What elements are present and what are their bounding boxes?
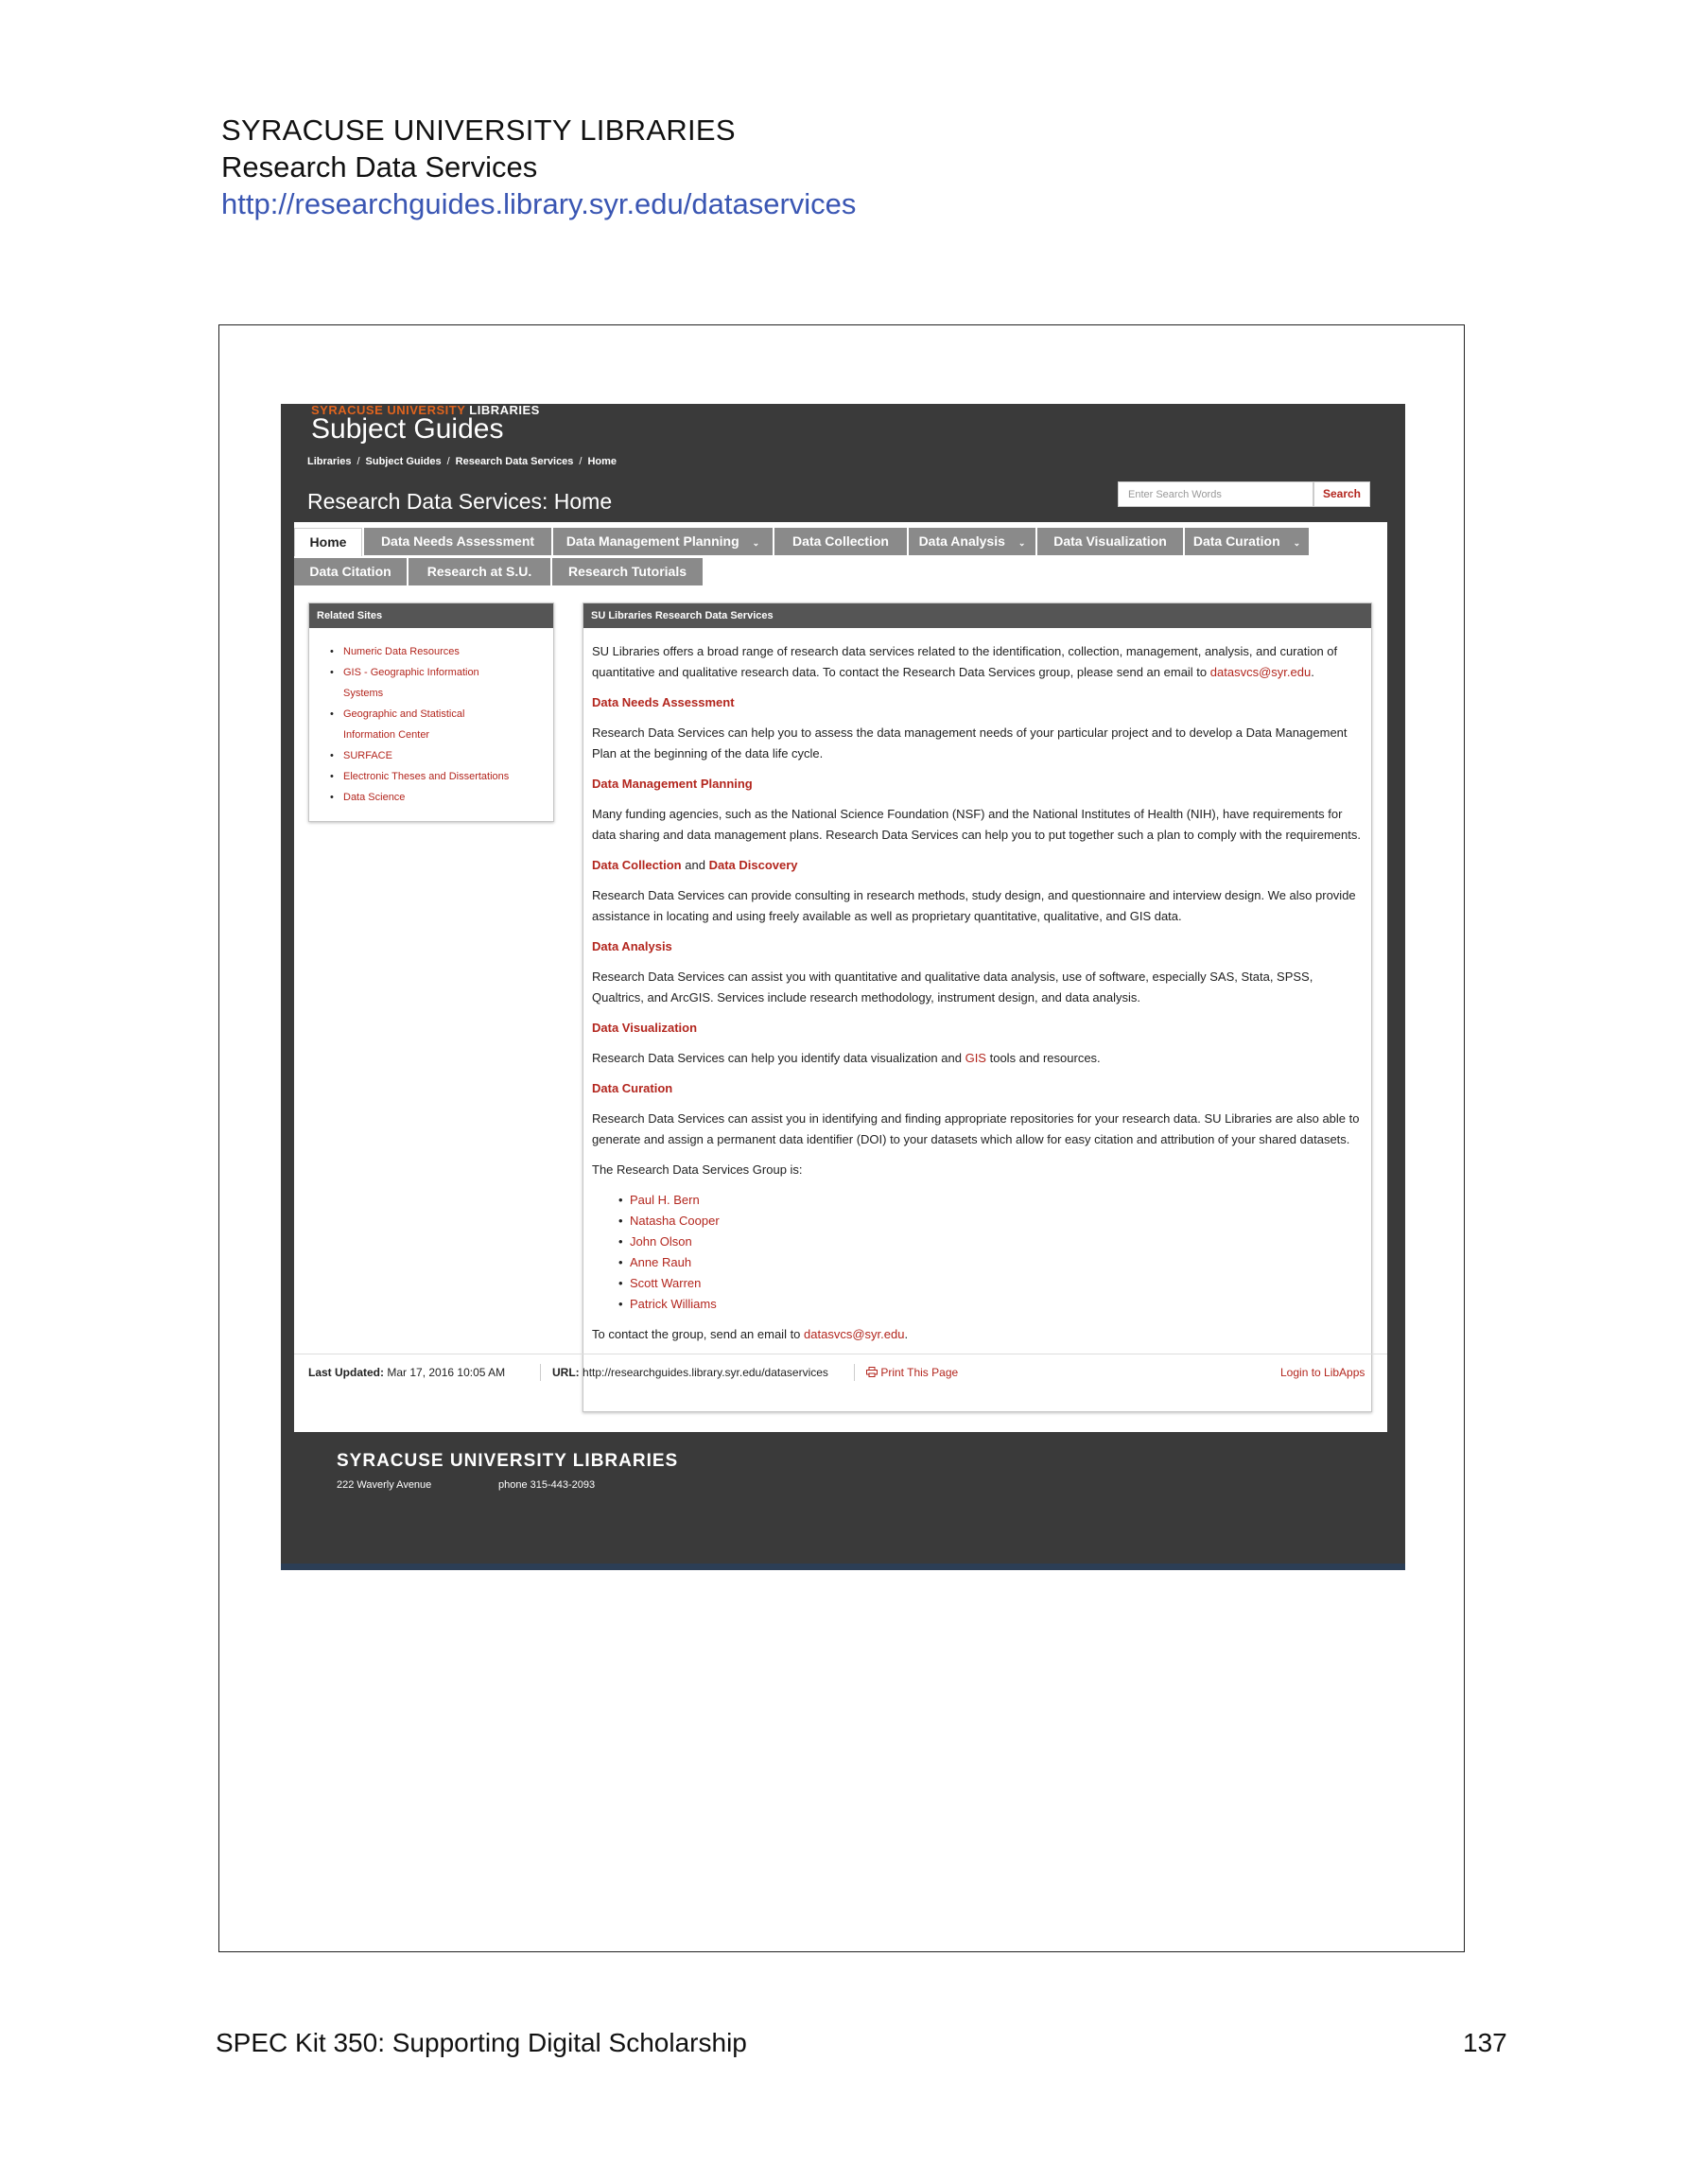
related-link-geographic-statistical[interactable]: [343, 704, 553, 745]
related-link-geo-line1: • Geographic and Statistical: [343, 708, 465, 720]
related-link-gis[interactable]: [343, 662, 553, 704]
section-text-curation: Research Data Services can assist you in identifying and finding appropriate repositories for your research data. SU Libraries are also able to generate and assign a permanent data identifier (DOI) to your datasets which allow for easy citation and attribution of your shared datasets.: [592, 1111, 1360, 1146]
contact-paragraph: [592, 1324, 1363, 1345]
tab-label: Data Management Planning: [565, 533, 739, 549]
chevron-down-icon: ⌄: [752, 538, 760, 548]
tab-home[interactable]: Home: [294, 528, 362, 556]
main-content-body: [583, 628, 1371, 1345]
chevron-down-icon: ⌄: [1293, 538, 1301, 548]
related-link-geo-line2: Information Center: [343, 729, 430, 741]
site-footer: [281, 1432, 1405, 1570]
collection-link[interactable]: Data Collection: [592, 858, 682, 872]
document-title: SYRACUSE UNIVERSITY LIBRARIES: [221, 114, 736, 147]
breadcrumb: [307, 456, 617, 467]
section-title-needs[interactable]: Data Needs Assessment: [592, 695, 735, 709]
last-updated: [308, 1366, 505, 1379]
related-link-gis-line1: • GIS - Geographic Information: [343, 667, 479, 678]
section-text-collection: Research Data Services can provide consulting in research methods, study design, and questionnaire and interview design. We also provide assistance in locating and using freely available as well as proprietary quantitative, qualitative, and GIS data.: [592, 888, 1356, 923]
intro-period: .: [1311, 665, 1314, 679]
last-updated-value: Mar 17, 2016 10:05 AM: [387, 1366, 506, 1379]
page-title: Research Data Services: Home: [307, 489, 613, 514]
section-text-needs: Research Data Services can help you to assess the data management needs of your particular project and to develop a Data Management Plan at the beginning of the data life cycle.: [592, 725, 1348, 760]
tab-label: Data Curation: [1192, 533, 1280, 549]
print-page-link[interactable]: [866, 1366, 958, 1379]
tab-label: Data Analysis: [918, 533, 1005, 549]
and-word: and: [685, 858, 705, 872]
related-sites-heading: Related Sites: [309, 603, 553, 628]
person-link[interactable]: • Patrick Williams: [630, 1294, 1363, 1315]
brand-logo-orange: SYRACUSE UNIVERSITY: [311, 404, 466, 417]
page-url-label: URL:: [552, 1366, 580, 1379]
breadcrumb-home: Home: [587, 456, 617, 467]
document-header: [221, 112, 856, 223]
related-sites-list: [309, 628, 553, 808]
person-link[interactable]: • Paul H. Bern: [630, 1190, 1363, 1211]
contact-text: To contact the group, send an email to: [592, 1327, 801, 1341]
divider: [540, 1364, 541, 1381]
related-link-theses[interactable]: • Electronic Theses and Dissertations: [343, 766, 553, 787]
page-url: [552, 1366, 828, 1379]
page-footer-title: SPEC Kit 350: Supporting Digital Scholarship: [216, 2028, 747, 2057]
viz-text-b: tools and resources.: [989, 1051, 1101, 1065]
main-content-heading: SU Libraries Research Data Services: [583, 603, 1371, 628]
section-title-collection-discovery: [592, 855, 1363, 876]
contact-email-link[interactable]: datasvcs@syr.edu: [804, 1327, 905, 1341]
divider: [854, 1364, 855, 1381]
breadcrumb-separator: /: [446, 456, 450, 467]
discovery-link[interactable]: Data Discovery: [708, 858, 798, 872]
breadcrumb-separator: /: [579, 456, 583, 467]
footer-strip: [281, 1564, 1405, 1570]
person-link[interactable]: • Anne Rauh: [630, 1252, 1363, 1273]
website-screenshot: [281, 404, 1405, 1570]
viz-text-a: Research Data Services can help you identify data visualization and: [592, 1051, 962, 1065]
section-text-analysis: Research Data Services can assist you with quantitative and qualitative data analysis, use of software, especially SAS, Stata, SPSS, Qualtrics, and ArcGIS. Services include research methodology, instrument design, and data analysis.: [592, 970, 1313, 1005]
tab-research-at-su[interactable]: Research at S.U.: [409, 558, 550, 585]
section-text-visualization: [592, 1048, 1363, 1069]
related-link-gis-line2: Systems: [343, 688, 384, 699]
content-area: [294, 522, 1387, 1435]
page-url-value: http://researchguides.library.syr.edu/dataservices: [583, 1366, 828, 1379]
person-link[interactable]: • Natasha Cooper: [630, 1211, 1363, 1232]
tab-research-tutorials[interactable]: Research Tutorials: [552, 558, 703, 585]
related-link-numeric-data[interactable]: • Numeric Data Resources: [343, 641, 553, 662]
login-libapps-link[interactable]: Login to LibApps: [1280, 1366, 1365, 1379]
search-button[interactable]: Search: [1313, 481, 1370, 507]
intro-text: SU Libraries offers a broad range of research data services related to the identification, collection, management, analysis, and curation of quantitative and qualitative research data. To contact the Research Data Services group, please send an email to: [592, 644, 1338, 679]
chevron-down-icon: ⌄: [1017, 538, 1026, 548]
printer-icon: [866, 1367, 878, 1377]
related-sites-box: [308, 603, 554, 822]
breadcrumb-separator: /: [357, 456, 360, 467]
person-link[interactable]: • John Olson: [630, 1232, 1363, 1252]
tab-data-management-planning[interactable]: [553, 528, 773, 555]
print-page-label: Print This Page: [880, 1366, 959, 1379]
section-title-planning[interactable]: Data Management Planning: [592, 777, 753, 791]
tab-data-citation[interactable]: Data Citation: [294, 558, 407, 585]
tab-data-analysis[interactable]: [909, 528, 1035, 555]
last-updated-label: Last Updated:: [308, 1366, 385, 1379]
search-input[interactable]: Enter Search Words: [1118, 481, 1313, 507]
document-url-link[interactable]: http://researchguides.library.syr.edu/dataservices: [221, 187, 857, 220]
related-link-data-science[interactable]: • Data Science: [343, 787, 553, 808]
people-list: [592, 1190, 1363, 1315]
main-content-box: [583, 603, 1372, 1412]
section-text-planning: Many funding agencies, such as the National Science Foundation (NSF) and the National Institutes of Health (NIH), have requirements for data sharing and data management plans. Research Data Services can help you to put together such a plan to comply with the requirements.: [592, 807, 1361, 842]
page-number: 137: [1463, 2028, 1507, 2057]
section-title-visualization[interactable]: Data Visualization: [592, 1021, 698, 1035]
site-footer-phone: phone 315-443-2093: [498, 1479, 596, 1491]
person-link[interactable]: • Scott Warren: [630, 1273, 1363, 1294]
site-footer-address: 222 Waverly Avenue: [337, 1479, 432, 1491]
brand-logo-white: LIBRARIES: [469, 404, 540, 417]
related-link-surface[interactable]: • SURFACE: [343, 745, 553, 766]
section-title-analysis[interactable]: Data Analysis: [592, 939, 672, 953]
breadcrumb-subject-guides[interactable]: Subject Guides: [365, 456, 442, 467]
breadcrumb-research-data-services[interactable]: Research Data Services: [455, 456, 574, 467]
group-intro: The Research Data Services Group is:: [592, 1162, 803, 1177]
tab-data-visualization[interactable]: Data Visualization: [1037, 528, 1183, 555]
site-footer-name: SYRACUSE UNIVERSITY LIBRARIES: [337, 1451, 679, 1471]
section-title-curation[interactable]: Data Curation: [592, 1081, 673, 1095]
tab-data-curation[interactable]: [1185, 528, 1309, 555]
contact-period: .: [904, 1327, 909, 1341]
subject-guides-title[interactable]: Subject Guides: [311, 413, 504, 445]
tab-data-collection[interactable]: Data Collection: [774, 528, 907, 555]
breadcrumb-libraries[interactable]: Libraries: [307, 456, 352, 467]
tab-data-needs-assessment[interactable]: Data Needs Assessment: [364, 528, 551, 555]
page-info-bar: [294, 1354, 1387, 1390]
intro-paragraph: [592, 641, 1363, 683]
email-link[interactable]: datasvcs@syr.edu: [1209, 665, 1312, 679]
document-subtitle: Research Data Services: [221, 150, 538, 183]
gis-link[interactable]: GIS: [965, 1051, 986, 1065]
